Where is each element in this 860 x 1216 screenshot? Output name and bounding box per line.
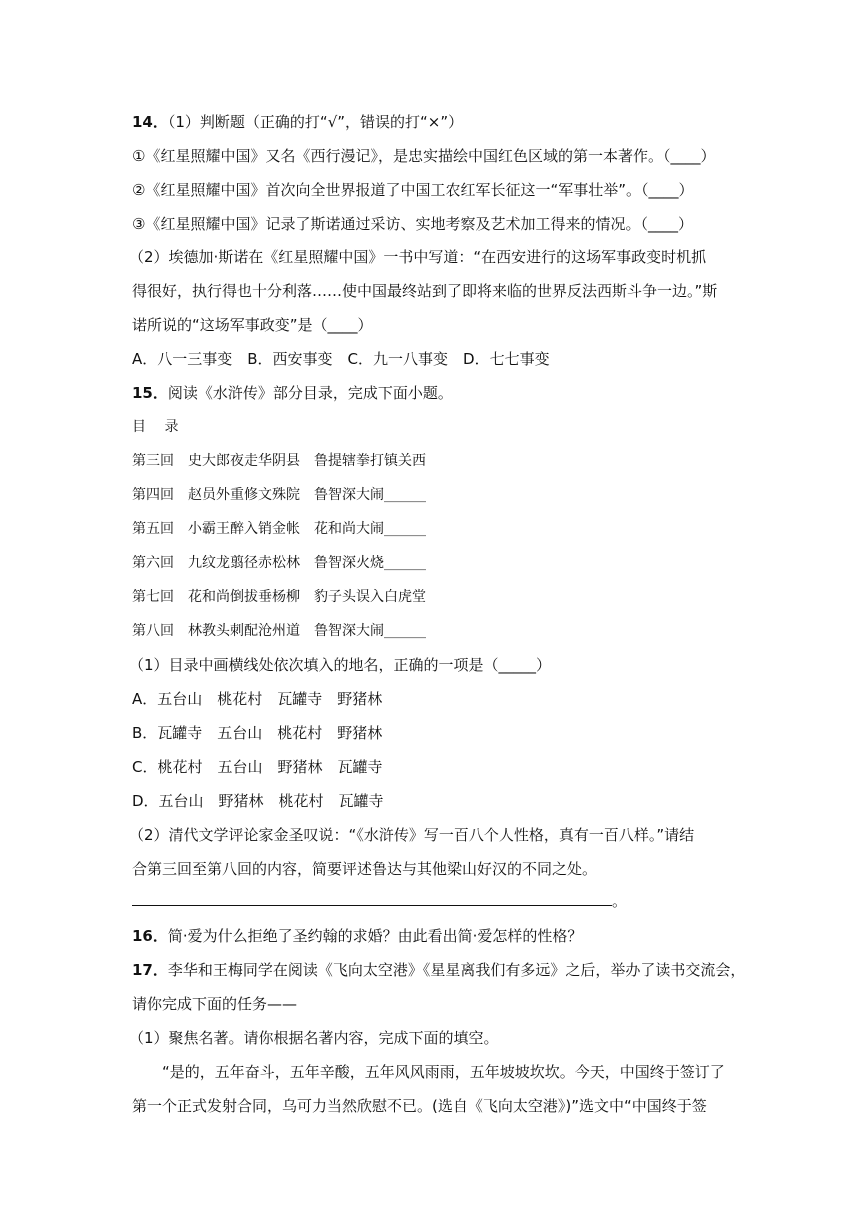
q14-statement-3: ③《红星照耀中国》记录了斯诺通过采访、实地考察及艺术加工得来的情况。（____） — [132, 215, 693, 233]
toc-item: 第三回 史大郎夜走华阴县 鲁提辖拳打镇关西 — [132, 453, 426, 469]
q15-option-b: B．瓦罐寺 五台山 桃花村 野猪林 — [132, 724, 383, 742]
q14-statement-1: ①《红星照耀中国》又名《西行漫记》，是忠实描绘中国红色区域的第一本著作。（____） — [132, 147, 716, 165]
q17-line-1-text: 李华和王梅同学在阅读《飞向太空港》《星星离我们有多远》之后，举办了读书交流会， — [167, 961, 746, 979]
q14-options: A．八一三事变 B．西安事变 C．九一八事变 D．七七事变 — [132, 350, 550, 368]
q14-statement-2: ②《红星照耀中国》首次向全世界报道了中国工农红军长征这一“军事壮举”。（____） — [132, 181, 694, 199]
q15-sub1: （1）目录中画横线处依次填入的地名，正确的一项是（_____） — [129, 656, 552, 674]
q14-title-text: （1）判断题（正确的打“√”，错误的打“×”） — [167, 113, 464, 131]
q16 — [132, 926, 582, 946]
answer-period: 。 — [612, 892, 628, 910]
toc-item: 第八回 林教头刺配沧州道 鲁智深大闹______ — [132, 623, 426, 639]
q14-title — [132, 112, 463, 132]
q17-line-2: 请你完成下面的任务—— — [132, 995, 298, 1013]
q15-title — [132, 383, 453, 403]
q17-quote-line-2: 第一个正式发射合同，乌可力当然欣慰不已。(选自《飞向太空港》)”选文中“中国终于签 — [132, 1097, 707, 1115]
toc-heading: 目 录 — [132, 419, 179, 435]
toc-item: 第四回 赵员外重修文殊院 鲁智深大闹______ — [132, 487, 426, 503]
q14-part2-line-2: 得很好，执行得也十分利落……使中国最终站到了即将来临的世界反法西斯斗争一边。”斯 — [132, 282, 718, 300]
q15-answer-line[interactable] — [132, 891, 627, 911]
q15-number: 15． — [132, 384, 168, 402]
q17-sub1: （1）聚焦名著。请你根据名著内容，完成下面的填空。 — [129, 1029, 499, 1047]
q17-number: 17． — [132, 961, 168, 979]
q14-part2-line-3: 诺所说的“这场军事政变”是（____） — [132, 316, 373, 334]
q15-sub2-line-1: （2）清代文学评论家金圣叹说：“《水浒传》写一百八个人性格，真有一百八样。”请结 — [129, 826, 695, 844]
toc-item: 第六回 九纹龙翦径赤松林 鲁智深火烧______ — [132, 555, 426, 571]
q16-text: 简·爱为什么拒绝了圣约翰的求婚？由此看出简·爱怎样的性格？ — [167, 927, 583, 945]
q16-number: 16． — [132, 927, 168, 945]
q15-title-text: 阅读《水浒传》部分目录，完成下面小题。 — [167, 384, 453, 402]
q15-option-a: A．五台山 桃花村 瓦罐寺 野猪林 — [132, 690, 383, 708]
q17-line-1 — [132, 960, 745, 980]
q15-sub2-line-2: 合第三回至第八回的内容，简要评述鲁达与其他梁山好汉的不同之处。 — [132, 860, 598, 878]
q17-quote-line-1: “是的，五年奋斗，五年辛酸，五年风风雨雨，五年坡坡坎坎。今天，中国终于签订了 — [162, 1063, 725, 1081]
q14-part2-line-1: （2）埃德加·斯诺在《红星照耀中国》一书中写道：“在西安进行的这场军事政变时机抓 — [129, 248, 707, 266]
q15-option-d: D．五台山 野猪林 桃花村 瓦罐寺 — [132, 792, 384, 810]
q14-number: 14． — [132, 113, 168, 131]
toc-item: 第七回 花和尚倒拔垂杨柳 豹子头误入白虎堂 — [132, 589, 426, 605]
toc-item: 第五回 小霸王醉入销金帐 花和尚大闹______ — [132, 521, 426, 537]
q15-option-c: C．桃花村 五台山 野猪林 瓦罐寺 — [132, 758, 383, 776]
answer-blank[interactable] — [132, 891, 612, 906]
